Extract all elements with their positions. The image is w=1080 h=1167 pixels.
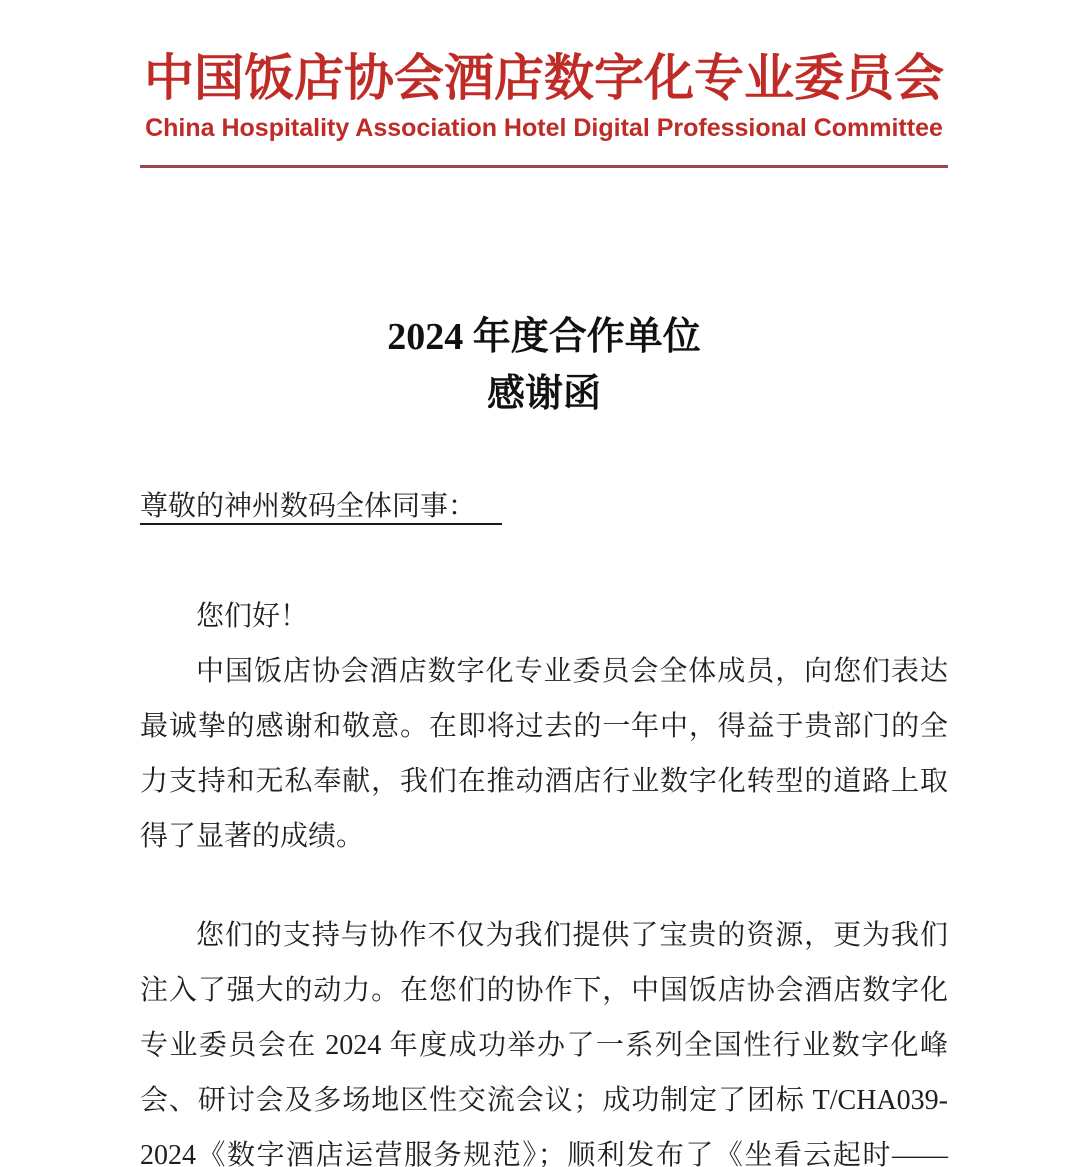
body-line: 会、研讨会及多场地区性交流会议；成功制定了团标 T/CHA039- — [140, 1085, 948, 1116]
org-name-english: China Hospitality Association Hotel Digital Professional Committee — [145, 114, 943, 142]
body-paragraph — [140, 908, 948, 1167]
body-line: 最诚挚的感谢和敬意。在即将过去的一年中，得益于贵部门的全 — [140, 711, 948, 742]
letter-body — [140, 644, 948, 1167]
body-line: 专业委员会在 2024 年度成功举办了一系列全国性行业数字化峰 — [140, 1030, 948, 1061]
body-line: 中国饭店协会酒店数字化专业委员会全体成员，向您们表达 — [196, 656, 948, 687]
letterhead — [140, 0, 948, 168]
salutation-text: 尊敬的神州数码全体同事： — [140, 491, 502, 525]
salutation-line — [140, 487, 948, 527]
body-line: 得了显著的成绩。 — [140, 821, 365, 852]
org-name-chinese: 中国饭店协会酒店数字化专业委员会 — [144, 50, 944, 106]
body-line: 注入了强大的动力。在您们的协作下，中国饭店协会酒店数字化 — [140, 975, 948, 1006]
document-title-line: 2024 年度合作单位 — [387, 316, 701, 358]
greeting: 您们好！ — [196, 601, 309, 632]
document-title-line: 感谢函 — [486, 373, 601, 415]
letterhead-divider — [140, 165, 948, 168]
body-line: 您们的支持与协作不仅为我们提供了宝贵的资源，更为我们 — [196, 920, 948, 951]
body-paragraph — [140, 644, 948, 864]
body-line: 2024《数字酒店运营服务规范》；顺利发布了《坐看云起时—— — [140, 1140, 948, 1167]
body-line: 力支持和无私奉献，我们在推动酒店行业数字化转型的道路上取 — [140, 766, 948, 797]
document-title — [140, 309, 948, 423]
